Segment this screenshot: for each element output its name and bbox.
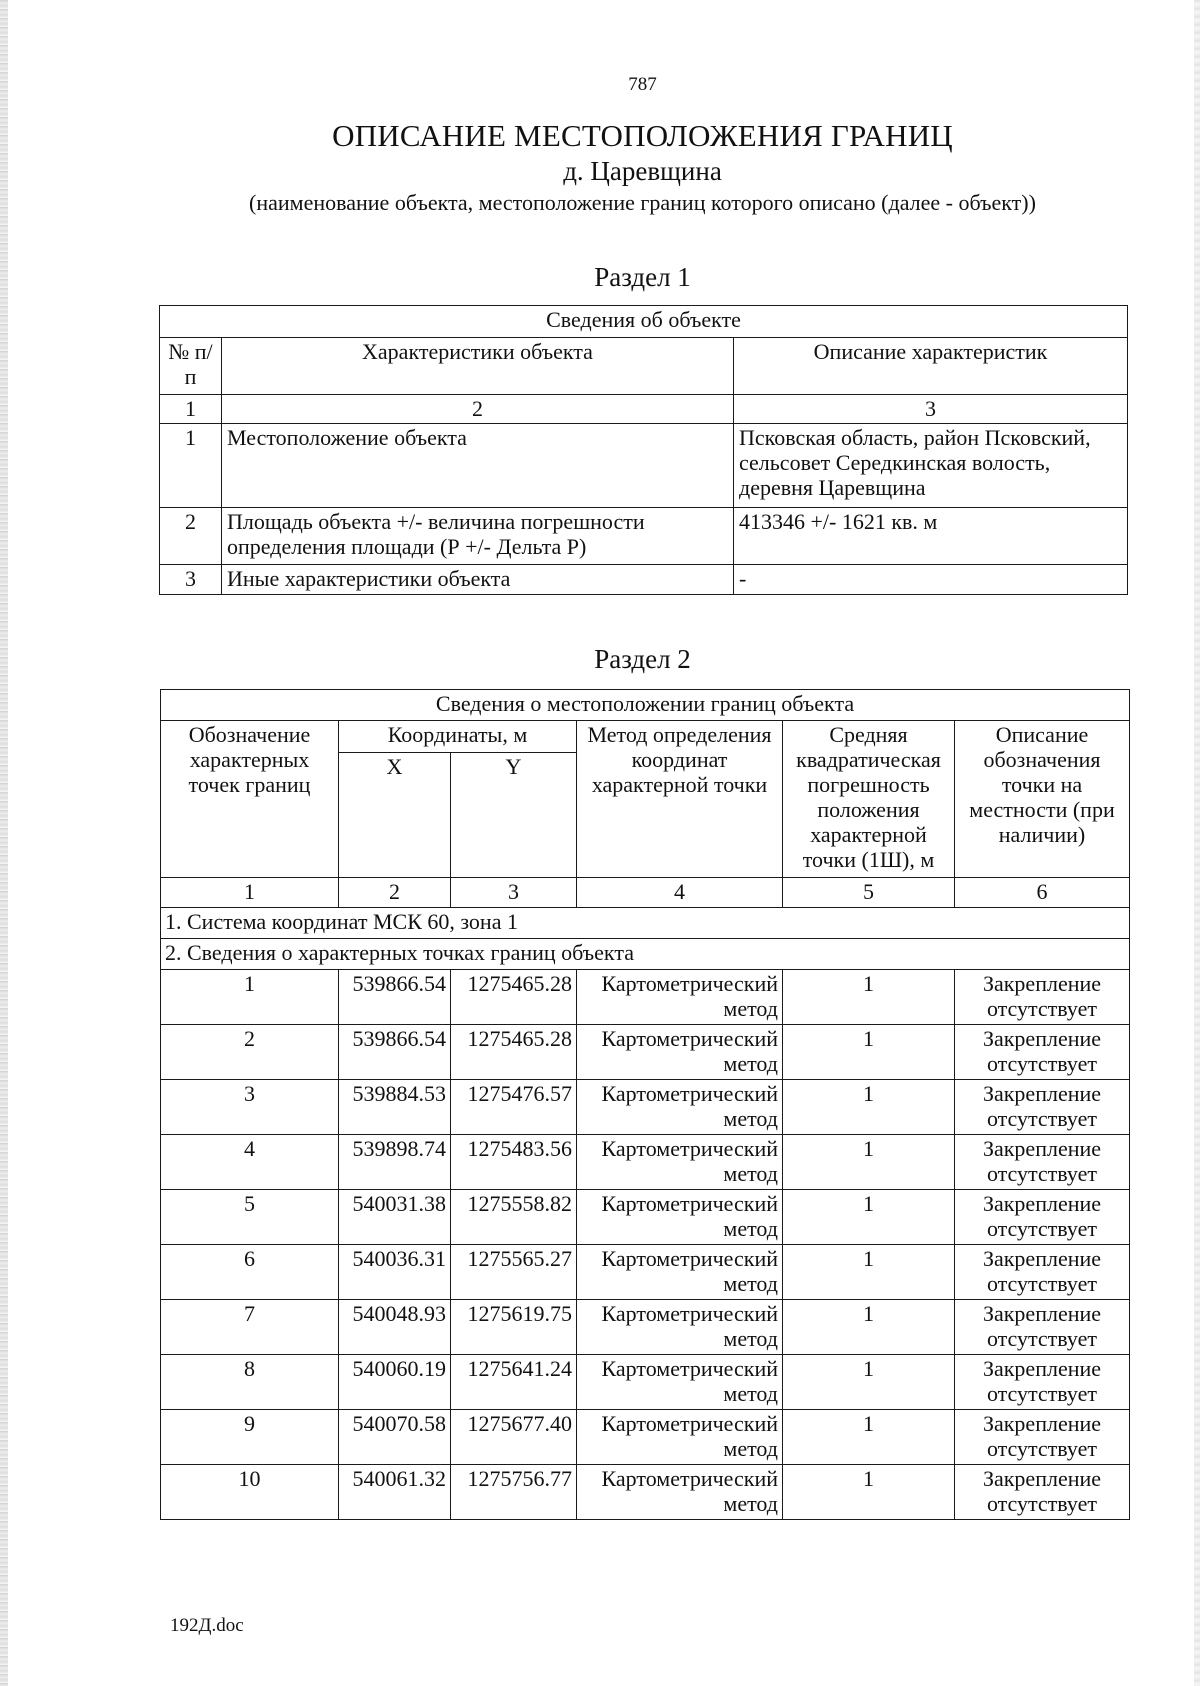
- table-row: [161, 1025, 1130, 1080]
- point-y: 1275565.27: [451, 1245, 577, 1300]
- point-x: 540060.19: [339, 1355, 451, 1410]
- table-row: [161, 1300, 1130, 1355]
- scan-edge-left: [0, 0, 8, 1686]
- point-x: 539866.54: [339, 1025, 451, 1080]
- point-y: 1275641.24: [451, 1355, 577, 1410]
- boundary-points-table: [160, 689, 1130, 1520]
- point-method: Картометрический метод: [577, 1080, 783, 1135]
- point-y: 1275483.56: [451, 1135, 577, 1190]
- header-error: Средняя квадратическая погрешность положения характерной точки (1Ш), м: [783, 721, 955, 878]
- point-y: 1275677.40: [451, 1410, 577, 1465]
- page-number: 787: [628, 74, 657, 95]
- row-description: 413346 +/- 1621 кв. м: [734, 508, 1128, 565]
- column-number: 4: [577, 878, 783, 908]
- point-error: 1: [783, 1465, 955, 1520]
- row-characteristic: Площадь объекта +/- величина погрешности определения площади (Р +/- Дельта Р): [222, 508, 734, 565]
- table-row: [160, 565, 1128, 595]
- table-row: [161, 1245, 1130, 1300]
- point-id: 10: [161, 1465, 339, 1520]
- section2-caption: Сведения о местоположении границ объекта: [161, 690, 1130, 721]
- point-id: 2: [161, 1025, 339, 1080]
- header-characteristic: Характеристики объекта: [222, 338, 734, 395]
- point-x: 540070.58: [339, 1410, 451, 1465]
- header-method: Метод определения координат характерной точки: [577, 721, 783, 878]
- row-number: 2: [160, 508, 222, 565]
- point-description: Закрепление отсутствует: [955, 1025, 1130, 1080]
- point-x: 539898.74: [339, 1135, 451, 1190]
- table-row: [160, 508, 1128, 565]
- point-error: 1: [783, 1190, 955, 1245]
- point-y: 1275465.28: [451, 1025, 577, 1080]
- point-error: 1: [783, 1025, 955, 1080]
- point-method: Картометрический метод: [577, 1135, 783, 1190]
- document-title: ОПИСАНИЕ МЕСТОПОЛОЖЕНИЯ ГРАНИЦ: [332, 118, 953, 153]
- point-description: Закрепление отсутствует: [955, 970, 1130, 1025]
- point-error: 1: [783, 1300, 955, 1355]
- point-x: 540031.38: [339, 1190, 451, 1245]
- table-row: [161, 1080, 1130, 1135]
- row-number: 3: [160, 565, 222, 595]
- point-x: 539884.53: [339, 1080, 451, 1135]
- point-method: Картометрический метод: [577, 1410, 783, 1465]
- point-y: 1275558.82: [451, 1190, 577, 1245]
- point-description: Закрепление отсутствует: [955, 1410, 1130, 1465]
- point-id: 7: [161, 1300, 339, 1355]
- column-number: 1: [161, 878, 339, 908]
- point-y: 1275465.28: [451, 970, 577, 1025]
- point-x: 539866.54: [339, 970, 451, 1025]
- column-number: 1: [160, 395, 222, 424]
- point-id: 3: [161, 1080, 339, 1135]
- column-number: 2: [222, 395, 734, 424]
- point-error: 1: [783, 1080, 955, 1135]
- row-description: -: [734, 565, 1128, 595]
- row-characteristic: Местоположение объекта: [222, 424, 734, 508]
- table-row: [161, 1190, 1130, 1245]
- row-description: Псковская область, район Псковский, сельсовет Середкинская волость, деревня Царевщина: [734, 424, 1128, 508]
- section1-caption: Сведения об объекте: [160, 306, 1128, 338]
- column-number: 6: [955, 878, 1130, 908]
- row-number: 1: [160, 424, 222, 508]
- point-error: 1: [783, 1245, 955, 1300]
- header-description: Описание характеристик: [734, 338, 1128, 395]
- point-id: 8: [161, 1355, 339, 1410]
- table-row: [161, 1355, 1130, 1410]
- column-number: 3: [734, 395, 1128, 424]
- point-method: Картометрический метод: [577, 1025, 783, 1080]
- point-x: 540036.31: [339, 1245, 451, 1300]
- point-y: 1275476.57: [451, 1080, 577, 1135]
- scan-edge-right: [1194, 0, 1200, 1686]
- point-description: Закрепление отсутствует: [955, 1355, 1130, 1410]
- point-id: 5: [161, 1190, 339, 1245]
- point-method: Картометрический метод: [577, 1245, 783, 1300]
- document-note: (наименование объекта, местоположение границ которого описано (далее - объект)): [249, 190, 1036, 215]
- point-method: Картометрический метод: [577, 1300, 783, 1355]
- point-description: Закрепление отсутствует: [955, 1135, 1130, 1190]
- table-row: [161, 970, 1130, 1025]
- point-id: 6: [161, 1245, 339, 1300]
- point-method: Картометрический метод: [577, 970, 783, 1025]
- point-error: 1: [783, 970, 955, 1025]
- row-characteristic: Иные характеристики объекта: [222, 565, 734, 595]
- point-y: 1275756.77: [451, 1465, 577, 1520]
- column-number: 5: [783, 878, 955, 908]
- point-error: 1: [783, 1410, 955, 1465]
- header-point: Обозначение характерных точек границ: [161, 721, 339, 878]
- point-error: 1: [783, 1355, 955, 1410]
- point-description: Закрепление отсутствует: [955, 1300, 1130, 1355]
- header-number: № п/п: [160, 338, 222, 395]
- points-info-row: 2. Сведения о характерных точках границ объекта: [161, 939, 1130, 970]
- column-number: 2: [339, 878, 451, 908]
- coordinate-system-row: 1. Система координат МСК 60, зона 1: [161, 908, 1130, 939]
- point-method: Картометрический метод: [577, 1190, 783, 1245]
- table-row: [161, 1465, 1130, 1520]
- document-subtitle: д. Царевщина: [563, 156, 722, 186]
- table-row: [161, 1410, 1130, 1465]
- object-info-table: [159, 305, 1128, 595]
- header-point-description: Описание обозначения точки на местности (при наличии): [955, 721, 1130, 878]
- table-row: [160, 424, 1128, 508]
- point-id: 9: [161, 1410, 339, 1465]
- header-x: X: [339, 753, 451, 878]
- section1-heading: Раздел 1: [594, 262, 691, 292]
- point-description: Закрепление отсутствует: [955, 1190, 1130, 1245]
- point-id: 1: [161, 970, 339, 1025]
- point-y: 1275619.75: [451, 1300, 577, 1355]
- section2-heading: Раздел 2: [594, 644, 691, 674]
- footer-filename: 192Д.doc: [170, 1615, 244, 1636]
- point-method: Картометрический метод: [577, 1465, 783, 1520]
- point-description: Закрепление отсутствует: [955, 1245, 1130, 1300]
- point-id: 4: [161, 1135, 339, 1190]
- point-error: 1: [783, 1135, 955, 1190]
- point-x: 540061.32: [339, 1465, 451, 1520]
- point-method: Картометрический метод: [577, 1355, 783, 1410]
- header-coordinates: Координаты, м: [339, 721, 577, 753]
- point-description: Закрепление отсутствует: [955, 1080, 1130, 1135]
- column-number: 3: [451, 878, 577, 908]
- table-row: [161, 1135, 1130, 1190]
- header-y: Y: [451, 753, 577, 878]
- point-description: Закрепление отсутствует: [955, 1465, 1130, 1520]
- point-x: 540048.93: [339, 1300, 451, 1355]
